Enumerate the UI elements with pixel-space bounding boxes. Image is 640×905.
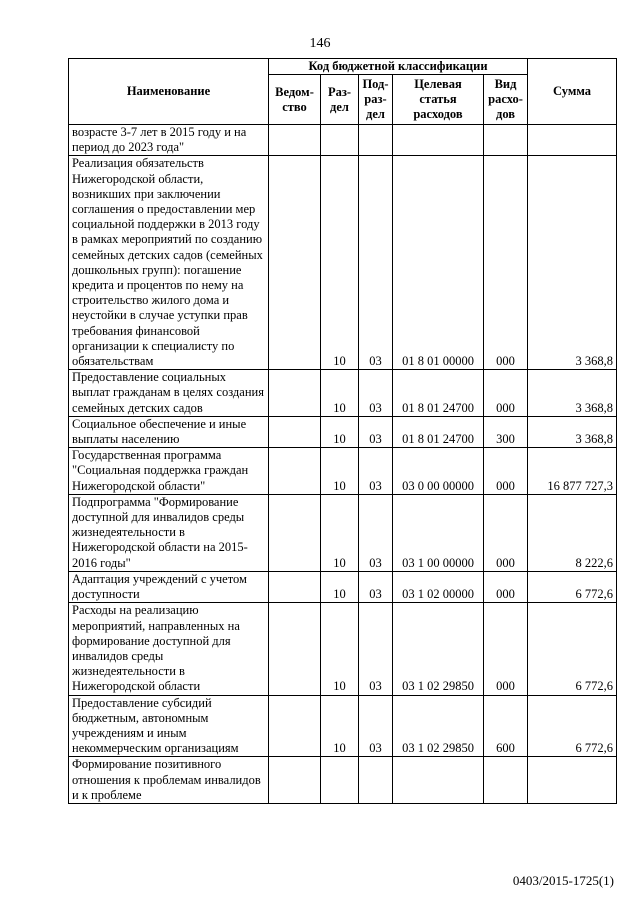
row-name: Государственная программа "Социальная поддержка граждан Нижегородской области" <box>69 448 269 495</box>
header-sum: Сумма <box>528 59 617 125</box>
row-expense-type: 300 <box>484 416 528 447</box>
table-row <box>69 757 617 804</box>
row-section: 10 <box>321 416 359 447</box>
row-target <box>393 757 484 804</box>
row-subsection: 03 <box>359 370 393 417</box>
row-dept <box>269 156 321 370</box>
row-name: Расходы на реализацию мероприятий, направленных на формирование доступной для инвалидов среды жизнедеятельности в Нижегородской области <box>69 603 269 695</box>
budget-table <box>68 58 617 804</box>
row-target: 03 1 02 00000 <box>393 571 484 602</box>
row-subsection: 03 <box>359 156 393 370</box>
row-expense-type: 000 <box>484 156 528 370</box>
row-name: Реализация обязательств Нижегородской области, возникших при заключении соглашения о предоставлении мер социальной поддержки в 2013 году в рамках мероприятий по созданию семейных детских садов (семейных дошкольных групп): погашение кредита и процентов по нему на строительство жилого дома и неустойки в случае уступки прав требования финансовой организации к специалисту по обязательствам <box>69 156 269 370</box>
header-target: Целевая статья расходов <box>393 75 484 125</box>
row-expense-type: 000 <box>484 370 528 417</box>
row-subsection <box>359 757 393 804</box>
row-expense-type: 600 <box>484 695 528 757</box>
row-sum: 6 772,6 <box>528 695 617 757</box>
table-row <box>69 494 617 571</box>
row-subsection: 03 <box>359 571 393 602</box>
row-target <box>393 125 484 156</box>
header-subsection: Под-раз-дел <box>359 75 393 125</box>
row-subsection: 03 <box>359 603 393 695</box>
header-code-group: Код бюджетной классификации <box>269 59 528 75</box>
row-dept <box>269 757 321 804</box>
row-section: 10 <box>321 370 359 417</box>
row-expense-type <box>484 757 528 804</box>
page-number: 146 <box>309 36 331 51</box>
row-section: 10 <box>321 571 359 602</box>
row-expense-type: 000 <box>484 571 528 602</box>
header-section: Раз-дел <box>321 75 359 125</box>
row-section: 10 <box>321 448 359 495</box>
row-dept <box>269 571 321 602</box>
header-dept: Ведом-ство <box>269 75 321 125</box>
row-section: 10 <box>321 494 359 571</box>
row-name: Предоставление субсидий бюджетным, автономным учреждениям и иным некоммерческим организациям <box>69 695 269 757</box>
row-name: Адаптация учреждений с учетом доступности <box>69 571 269 602</box>
row-target: 03 1 00 00000 <box>393 494 484 571</box>
row-target: 01 8 01 24700 <box>393 370 484 417</box>
table-row <box>69 370 617 417</box>
row-expense-type: 000 <box>484 603 528 695</box>
table-row <box>69 571 617 602</box>
row-section <box>321 757 359 804</box>
row-target: 01 8 01 00000 <box>393 156 484 370</box>
row-sum: 3 368,8 <box>528 370 617 417</box>
row-dept <box>269 494 321 571</box>
row-name: Формирование позитивного отношения к проблемам инвалидов и к проблеме <box>69 757 269 804</box>
row-dept <box>269 448 321 495</box>
row-subsection <box>359 125 393 156</box>
row-sum: 8 222,6 <box>528 494 617 571</box>
row-section: 10 <box>321 156 359 370</box>
row-sum: 6 772,6 <box>528 603 617 695</box>
row-subsection: 03 <box>359 695 393 757</box>
row-target: 03 1 02 29850 <box>393 695 484 757</box>
row-dept <box>269 695 321 757</box>
row-target: 01 8 01 24700 <box>393 416 484 447</box>
row-section <box>321 125 359 156</box>
table-row <box>69 416 617 447</box>
row-name: возрасте 3-7 лет в 2015 году и на период до 2023 года" <box>69 125 269 156</box>
document-code: 0403/2015-1725(1) <box>512 873 614 888</box>
row-name: Подпрограмма "Формирование доступной для инвалидов среды жизнедеятельности в Нижегородской области на 2015-2016 годы" <box>69 494 269 571</box>
table-row <box>69 125 617 156</box>
row-dept <box>269 603 321 695</box>
row-target: 03 1 02 29850 <box>393 603 484 695</box>
row-name: Предоставление социальных выплат гражданам в целях создания семейных детских садов <box>69 370 269 417</box>
row-sum: 6 772,6 <box>528 571 617 602</box>
row-name: Социальное обеспечение и иные выплаты населению <box>69 416 269 447</box>
row-expense-type: 000 <box>484 448 528 495</box>
table-row <box>69 156 617 370</box>
row-subsection: 03 <box>359 416 393 447</box>
row-dept <box>269 416 321 447</box>
row-section: 10 <box>321 603 359 695</box>
table-row <box>69 448 617 495</box>
row-sum: 3 368,8 <box>528 156 617 370</box>
row-sum: 3 368,8 <box>528 416 617 447</box>
row-section: 10 <box>321 695 359 757</box>
row-sum <box>528 125 617 156</box>
row-sum: 16 877 727,3 <box>528 448 617 495</box>
row-subsection: 03 <box>359 494 393 571</box>
row-dept <box>269 125 321 156</box>
row-subsection: 03 <box>359 448 393 495</box>
row-expense-type: 000 <box>484 494 528 571</box>
row-target: 03 0 00 00000 <box>393 448 484 495</box>
row-expense-type <box>484 125 528 156</box>
table-row <box>69 603 617 695</box>
header-name: Наименование <box>69 59 269 125</box>
row-dept <box>269 370 321 417</box>
table-row <box>69 695 617 757</box>
header-expense-type: Вид расхо-дов <box>484 75 528 125</box>
row-sum <box>528 757 617 804</box>
